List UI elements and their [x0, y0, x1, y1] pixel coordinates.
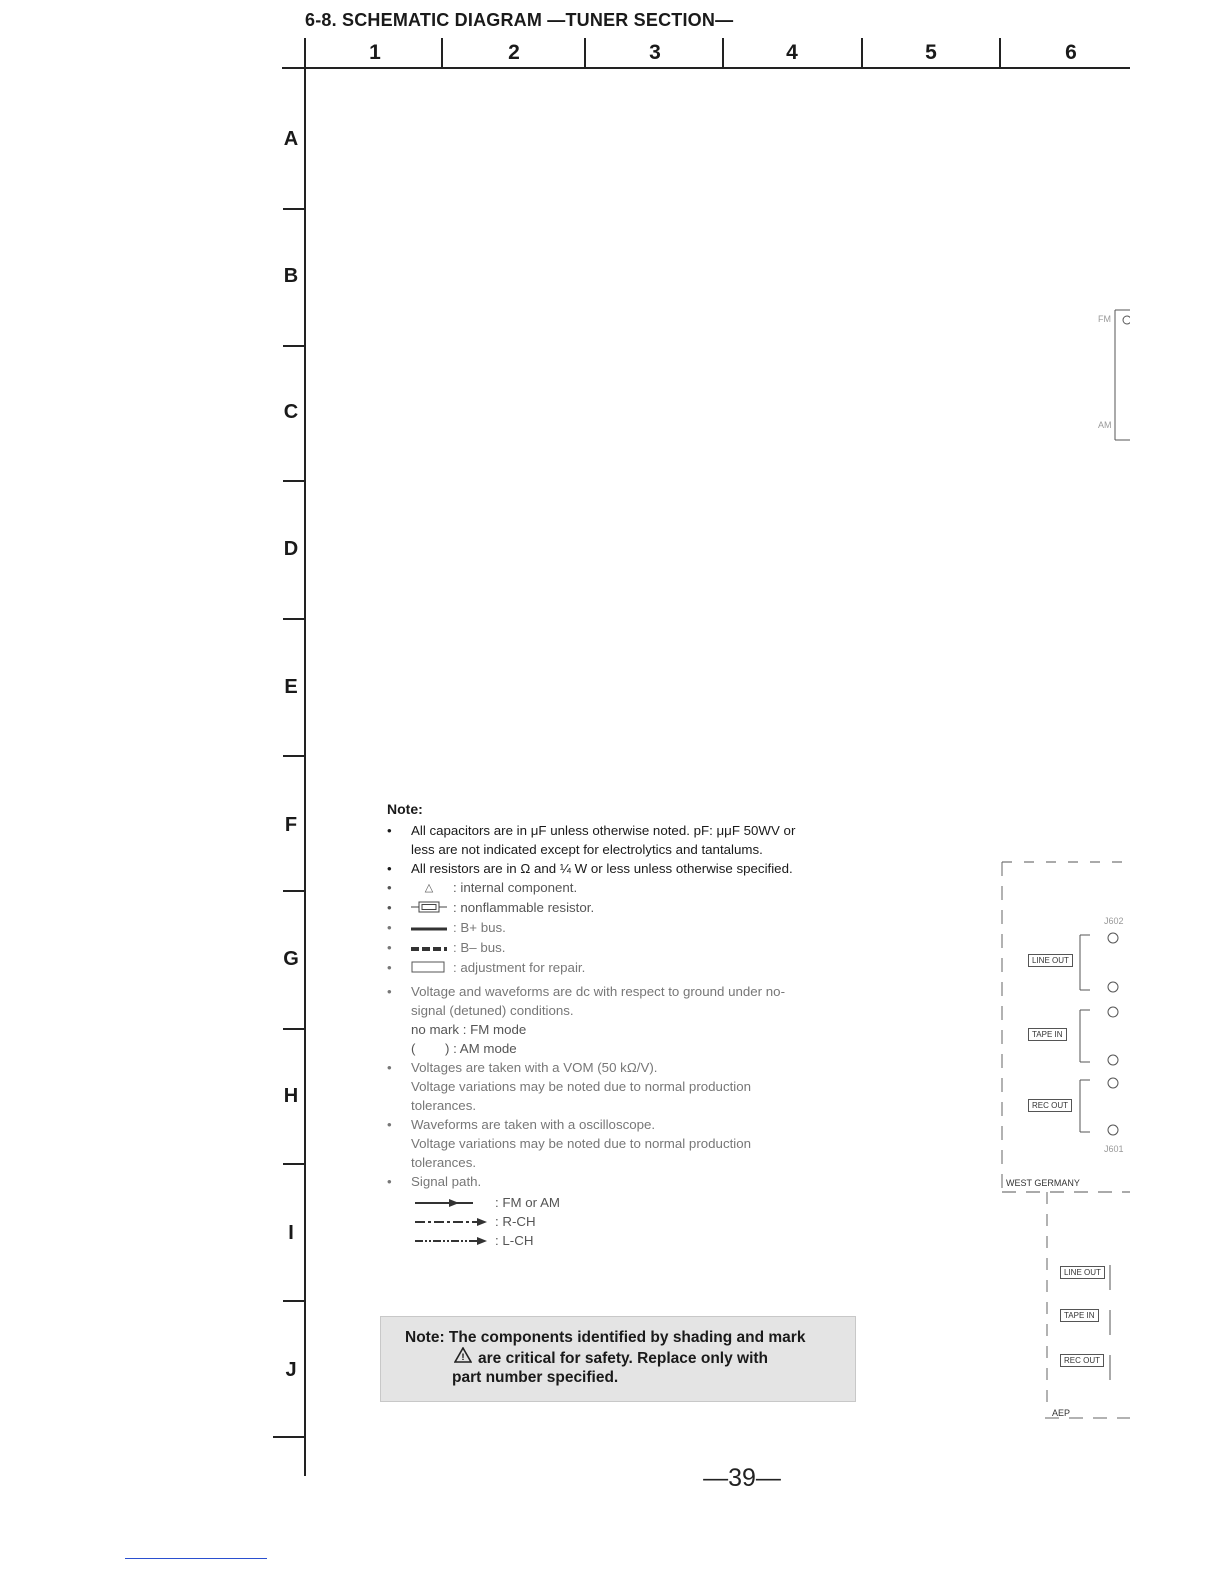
note-internal: • △ : internal component. [387, 878, 817, 898]
aep-label: AEP [1052, 1408, 1071, 1418]
column-label-1: 1 [369, 41, 381, 64]
column-label-3: 3 [649, 41, 661, 64]
row-label-e: E [284, 676, 298, 698]
signal-l-ch: : L-CH [387, 1231, 817, 1250]
r-ch-arrow-icon [415, 1217, 487, 1227]
row-divider [283, 480, 305, 482]
column-divider [584, 38, 586, 68]
row-label-a: A [283, 128, 299, 150]
row-label-g: G [283, 948, 299, 970]
notes-heading: Note: [387, 801, 423, 817]
column-divider [861, 38, 863, 68]
note-vom: • Voltages are taken with a VOM (50 kΩ/V). [387, 1058, 817, 1077]
note-no-mark: no mark : FM mode [411, 1021, 527, 1037]
nonflammable-resistor-icon [411, 899, 447, 918]
note-signal-path: • Signal path. [387, 1172, 817, 1191]
signal-fm-am: : FM or AM [387, 1193, 817, 1212]
page-title: 6-8. SCHEMATIC DIAGRAM —TUNER SECTION— [305, 10, 734, 30]
notes-block [387, 800, 817, 1250]
row-divider [283, 755, 305, 757]
safety-note-box [380, 1316, 856, 1402]
row-divider [283, 1163, 305, 1165]
am-label: AM [1098, 420, 1112, 430]
column-divider [722, 38, 724, 68]
line-out-jack-aep: LINE OUT [1060, 1266, 1105, 1279]
row-divider [283, 345, 305, 347]
signal-r-ch: : R-CH [387, 1212, 817, 1231]
note-resistors: • All resistors are in Ω and ¼ W or less unless otherwise specified. [387, 859, 817, 878]
row-divider [273, 1436, 305, 1438]
row-axis-line [304, 38, 306, 1476]
note-nonflammable: • : nonflammable resistor. [387, 898, 817, 918]
note-adjustment: • : adjustment for repair. [387, 958, 817, 978]
row-label-i: I [288, 1222, 294, 1244]
fm-am-arrow-icon [415, 1198, 475, 1208]
row-label-j: J [285, 1359, 297, 1381]
safety-line-3: part number specified. [452, 1369, 619, 1386]
bottom-rule [125, 1558, 267, 1559]
note-bplus: • : B+ bus. [387, 918, 817, 938]
adjustment-box-icon [411, 959, 447, 978]
row-divider [283, 1028, 305, 1030]
row-divider [283, 1300, 305, 1302]
note-scope-variation: Voltage variations may be noted due to normal production tolerances. [411, 1135, 752, 1170]
row-divider [283, 890, 305, 892]
column-label-4: 4 [786, 41, 798, 64]
column-divider [441, 38, 443, 68]
note-vom-variation: Voltage variations may be noted due to normal production tolerances. [411, 1078, 752, 1113]
right-edge-schematic [990, 290, 1130, 1460]
row-label-c: C [283, 401, 299, 423]
svg-text:!: ! [461, 1352, 465, 1362]
note-capacitors: • All capacitors are in μF unless otherwise noted. pF: μμF 50WV or less are not indicated except for electrolytics and tantalums. [387, 821, 817, 859]
triangle-icon: △ [424, 881, 434, 894]
note-voltage-waveforms: • Voltage and waveforms are dc with respect to ground under no-signal (detuned) conditions. [387, 982, 817, 1020]
j602-label: J602 [1104, 916, 1124, 926]
j601-label: J601 [1104, 1144, 1124, 1154]
tape-in-jack-aep: TAPE IN [1060, 1309, 1099, 1322]
rec-out-jack-aep: REC OUT [1060, 1354, 1104, 1367]
b-minus-bus-icon [411, 939, 447, 958]
row-divider [283, 618, 305, 620]
l-ch-arrow-icon [415, 1236, 487, 1246]
west-germany-label: WEST GERMANY [1006, 1178, 1080, 1188]
note-bminus: • : B– bus. [387, 938, 817, 958]
row-label-f: F [284, 814, 298, 836]
line-out-jack-wg: LINE OUT [1028, 954, 1073, 967]
safety-line-1: Note: The components identified by shading and mark [405, 1329, 806, 1346]
rec-out-jack-wg: REC OUT [1028, 1099, 1072, 1112]
row-label-b: B [283, 265, 299, 287]
column-label-6: 6 [1065, 41, 1077, 64]
note-am-mode: ( ) : AM mode [411, 1040, 517, 1056]
tape-in-jack-wg: TAPE IN [1028, 1028, 1067, 1041]
warning-triangle-icon [454, 1347, 472, 1368]
column-header-bottom-line [282, 67, 1130, 69]
page-number: —39— [703, 1464, 781, 1492]
row-divider [283, 208, 305, 210]
column-label-2: 2 [508, 41, 520, 64]
column-label-5: 5 [925, 41, 937, 64]
b-plus-bus-icon [411, 919, 447, 938]
row-label-d: D [283, 538, 299, 560]
safety-line-2: ! are critical for safety. Replace only with [405, 1347, 835, 1368]
fm-label: FM [1098, 314, 1111, 324]
row-label-h: H [283, 1085, 299, 1107]
column-divider [999, 38, 1001, 68]
note-oscilloscope: • Waveforms are taken with a oscilloscope. [387, 1115, 817, 1134]
